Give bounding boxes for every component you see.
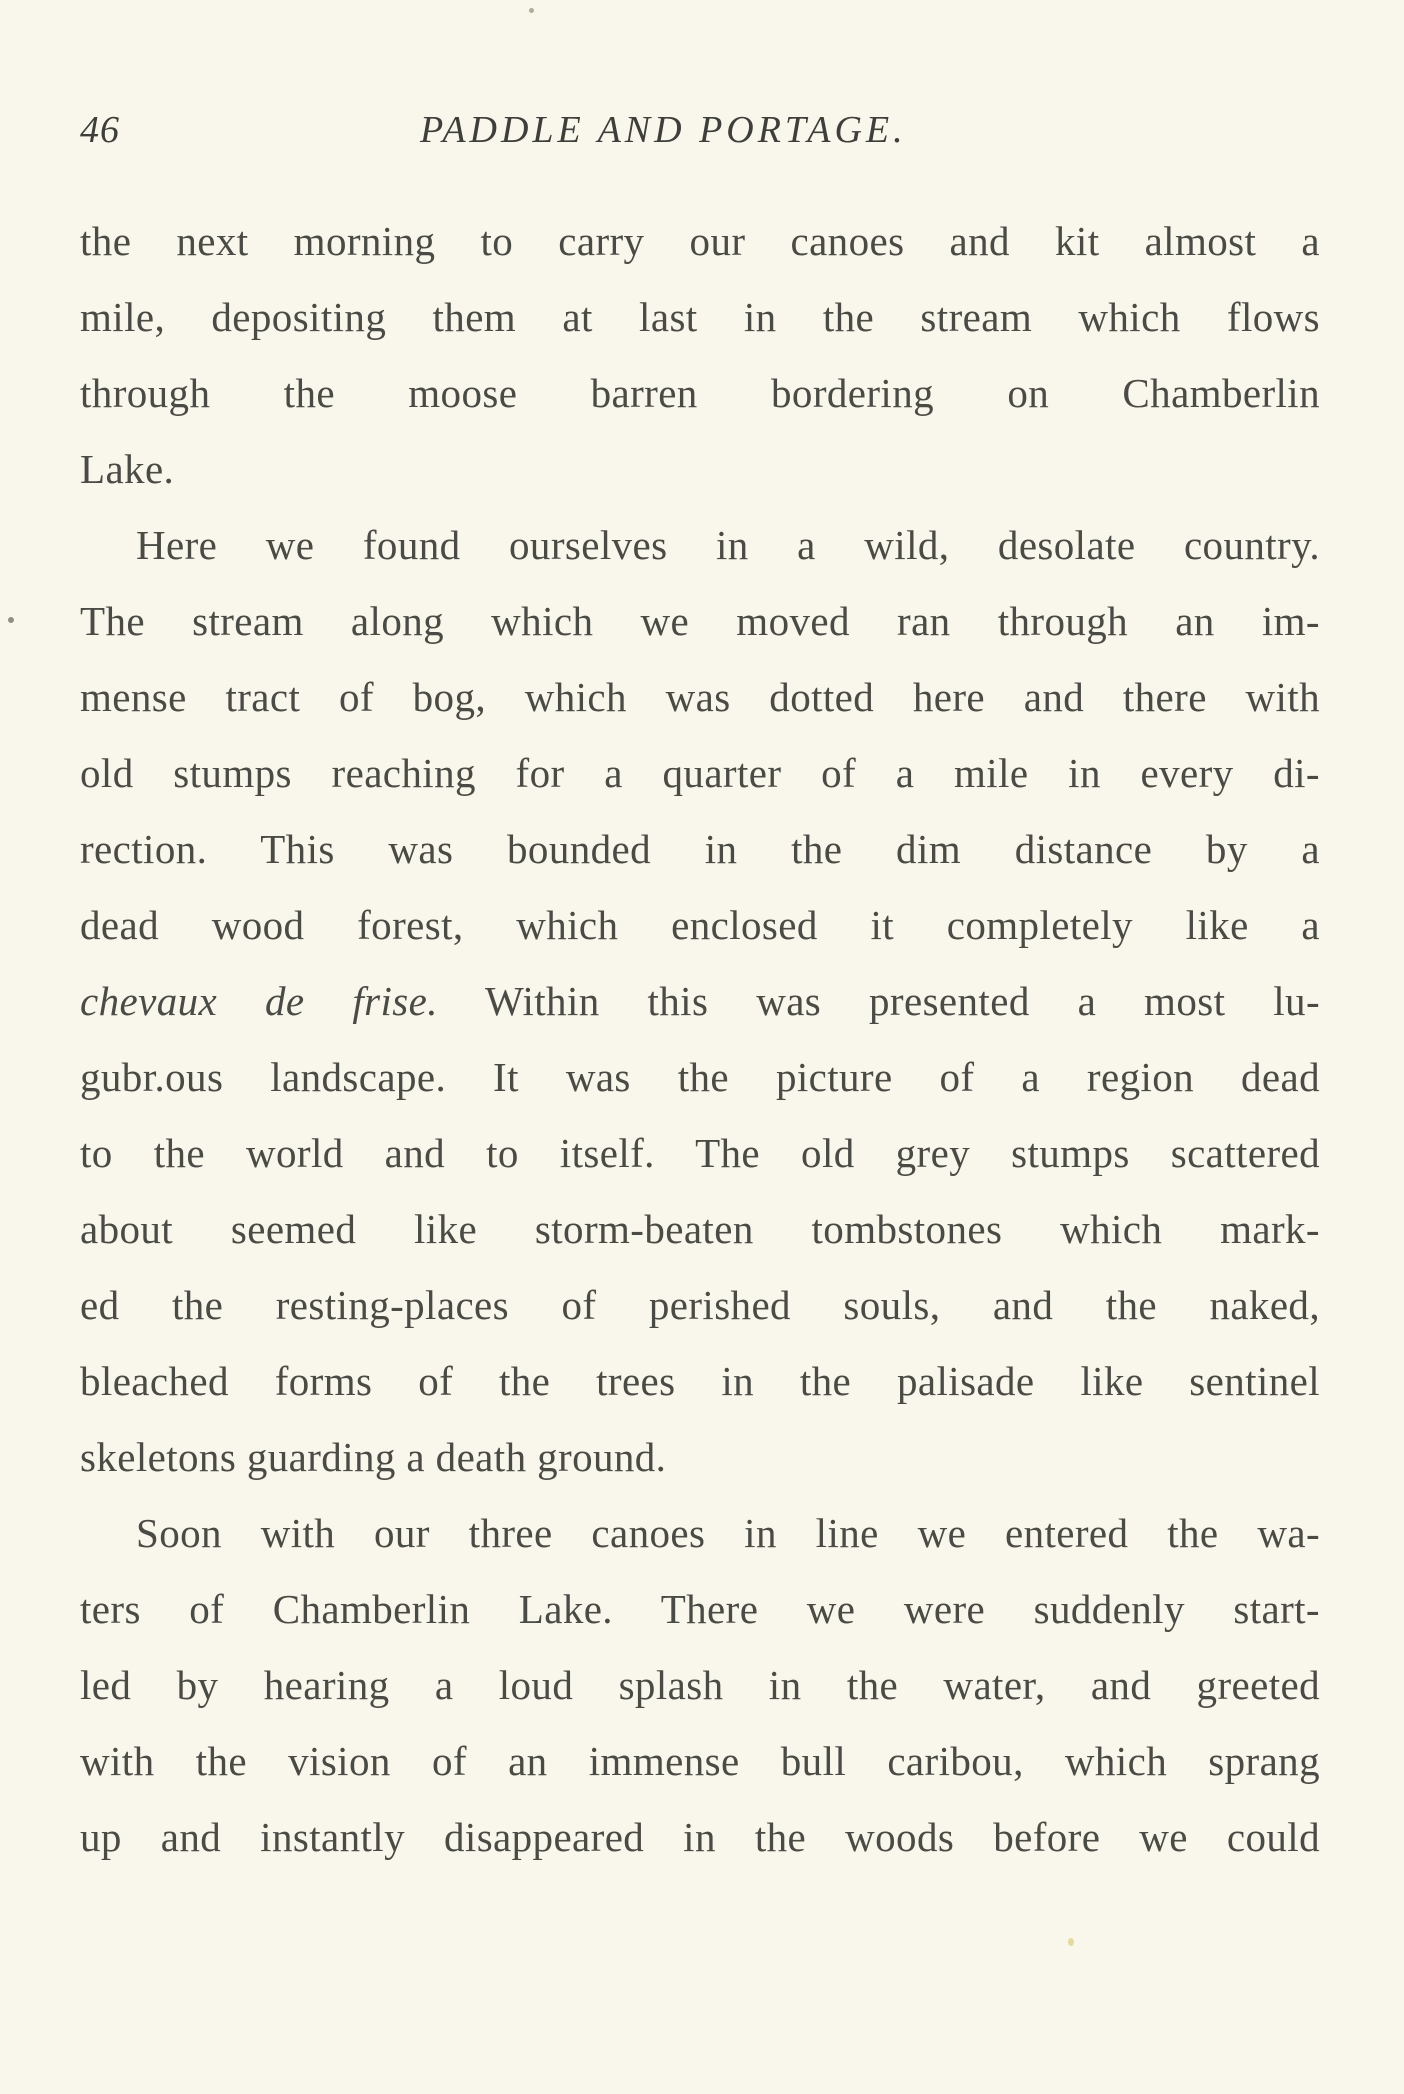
text-line: Lake. [80,446,175,492]
text-line: to the world and to itself. The old grey stumps scattered [80,1130,1320,1176]
text-line: The stream along which we moved ran through an im- [80,598,1320,644]
text-span: Within this was presented a most lu- [437,978,1320,1024]
text-line: Soon with our three canoes in line we entered the wa- [136,1510,1320,1556]
text-line: about seemed like storm-beaten tombstones which mark- [80,1206,1320,1252]
text-line: with the vision of an immense bull caribou, which sprang [80,1738,1320,1784]
paper-speck [8,617,14,623]
text-line: ed the resting-places of perished souls, and the naked, [80,1282,1320,1328]
text-line: through the moose barren bordering on Chamberlin [80,370,1320,416]
text-line: bleached forms of the trees in the palisade like sentinel [80,1358,1320,1404]
text-line: gubr.ous landscape. It was the picture of a region dead [80,1054,1320,1100]
italic-phrase: chevaux de frise. [80,978,438,1024]
text-line: up and instantly disappeared in the woods before we could [80,1814,1320,1860]
paper-speck [529,8,534,13]
text-line: old stumps reaching for a quarter of a mile in every di- [80,750,1320,796]
text-line: Here we found ourselves in a wild, desolate country. [136,522,1320,568]
book-title: PADDLE AND PORTAGE. [420,109,907,151]
text-line: led by hearing a loud splash in the water, and greeted [80,1662,1320,1708]
page-number: 46 [80,109,120,151]
paper-speck [1068,1938,1074,1946]
text-line: the next morning to carry our canoes and kit almost a [80,218,1320,264]
text-line [80,970,1320,1046]
text-line: mile, depositing them at last in the stream which flows [80,294,1320,340]
text-line: ters of Chamberlin Lake. There we were suddenly start- [80,1586,1320,1632]
text-line: mense tract of bog, which was dotted here and there with [80,674,1320,720]
running-head [80,108,1320,168]
body-text [80,210,1320,1882]
text-line: rection. This was bounded in the dim distance by a [80,826,1320,872]
text-line: dead wood forest, which enclosed it completely like a [80,902,1320,948]
text-line: skeletons guarding a death ground. [80,1434,667,1480]
